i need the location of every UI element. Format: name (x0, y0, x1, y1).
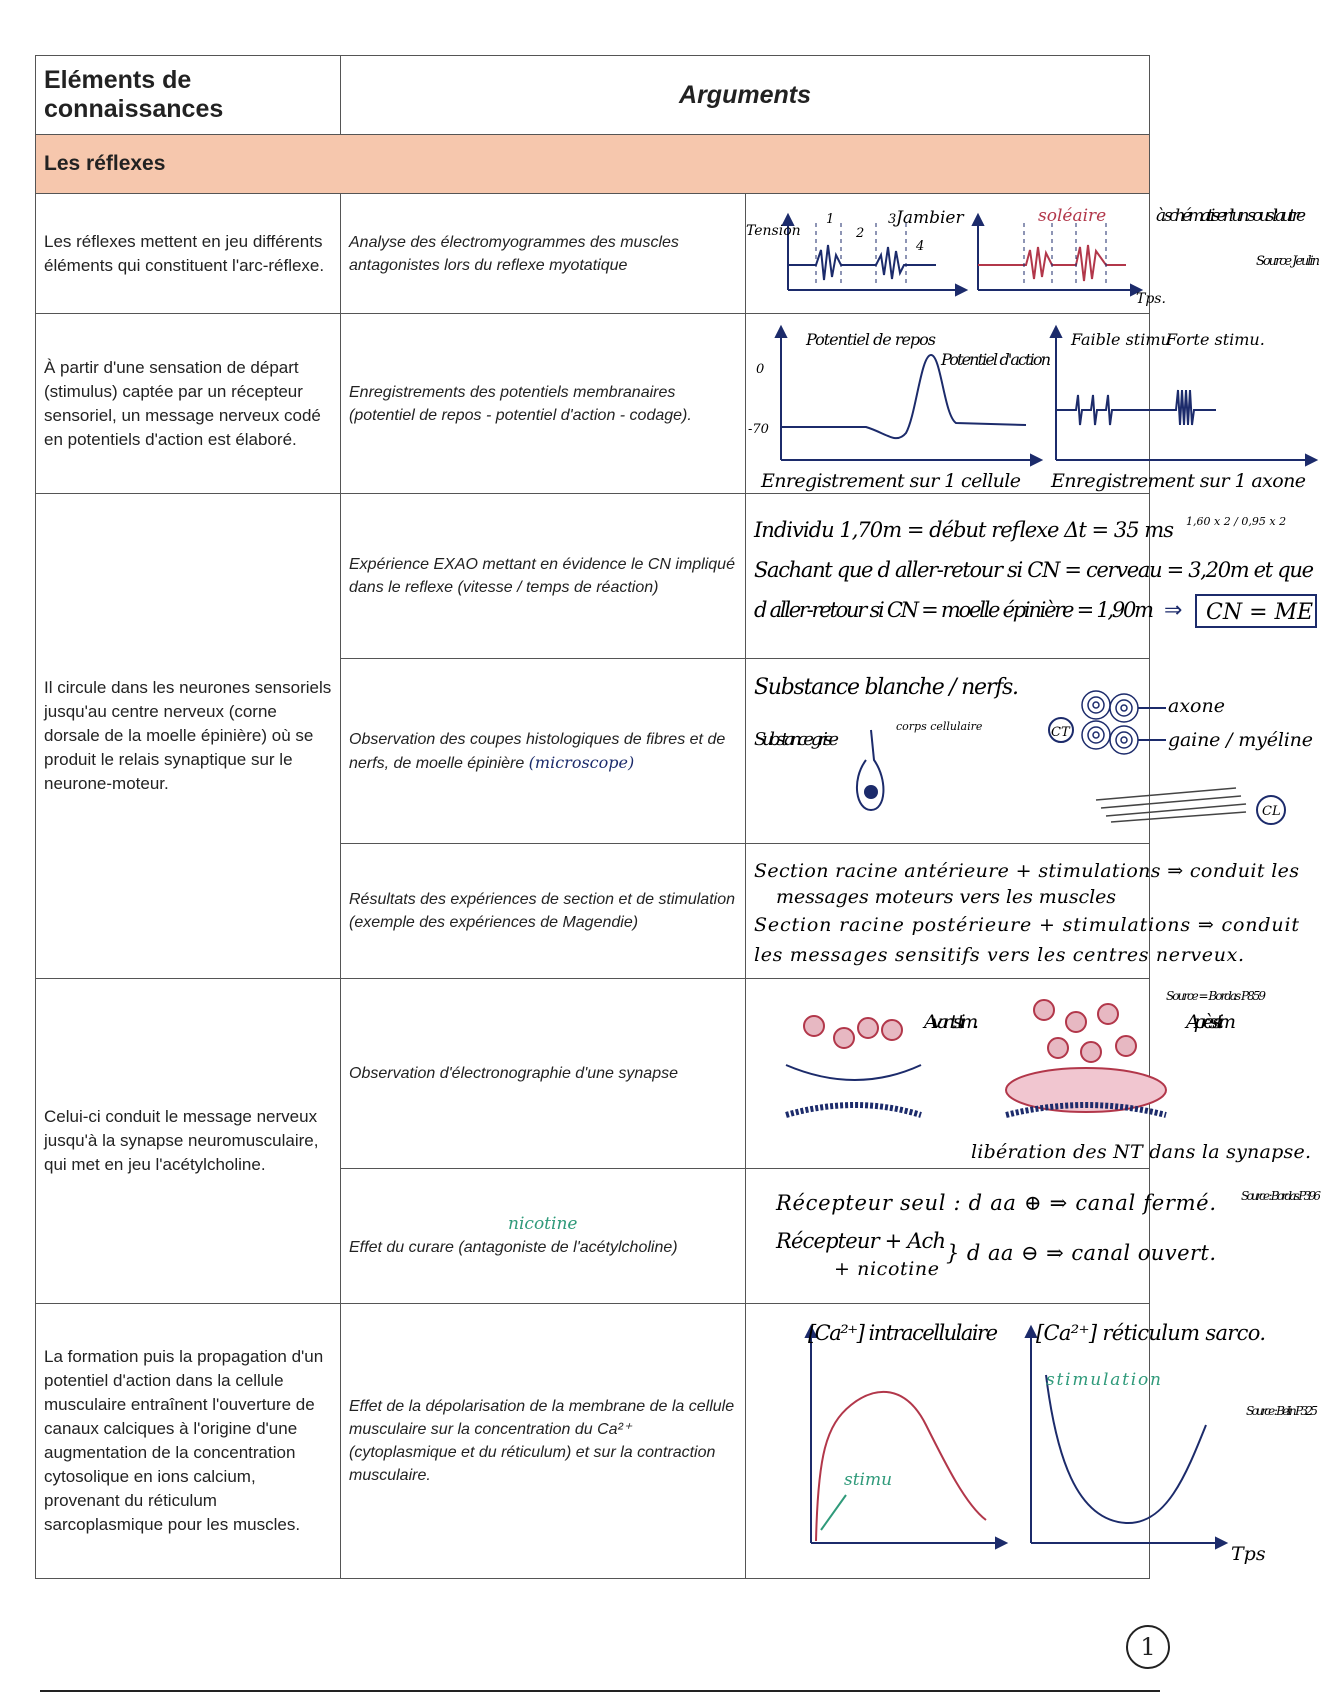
stimu-label: stimu (843, 1469, 892, 1490)
argument-cell (341, 659, 746, 844)
exao-result: CN = ME (1205, 599, 1313, 625)
knowledge-cell: Celui-ci conduit le message nerveux jusqu'à la synapse neuromusculaire, qui met en jeu l'acétylcholine. (36, 979, 341, 1304)
repos-label: Potentiel de repos (805, 329, 936, 349)
emg-num-1: 1 (825, 211, 834, 227)
curare-line-2a: Récepteur + Ach (775, 1228, 946, 1253)
row-synapse-electron (36, 979, 1150, 1169)
drawing-cell (745, 1169, 1321, 1304)
magendie-line-2: messages moteurs vers les muscles (775, 885, 1116, 908)
belin-source: Source : Belin P325 (1245, 1403, 1318, 1418)
row-calcium (36, 1304, 1150, 1579)
argument-cell: Analyse des électromyogrammes des muscles antagonistes lors du reflexe myotatique (341, 194, 746, 314)
drawing-cell (745, 844, 1299, 979)
exao-calc: 1,60 x 2 / 0,95 x 2 (1185, 514, 1286, 528)
header-arguments: Arguments (341, 56, 1150, 135)
synapse-drawing (746, 980, 1325, 1168)
argument-cell: Enregistrements des potentiels membranaires (potentiel de repos - potentiel d'action - codage). (341, 314, 746, 494)
y70-label: -70 (747, 421, 769, 437)
calcium-drawing (746, 1305, 1325, 1578)
emg-drawing (746, 195, 1325, 313)
ca-reticulum-label: [Ca²⁺] réticulum sarco. (1035, 1320, 1266, 1345)
caption-cellule: Enregistrement sur 1 cellule (760, 469, 1021, 492)
row-potentials (36, 314, 1150, 494)
emg-num-2: 2 (855, 225, 864, 241)
drawing-cell (745, 494, 1314, 659)
magendie-drawing (746, 845, 1325, 978)
myelin-rings (1082, 691, 1138, 754)
header-knowledge: Eléments de connaissances (36, 56, 341, 135)
argument-cell: Observation d'électronographie d'une synapse (341, 979, 746, 1169)
histology-argument: Observation des coupes histologiques de fibres et de nerfs, de moelle épinière (349, 730, 726, 772)
ct-label: CT (1050, 724, 1070, 740)
postsynaptic-before (786, 1105, 921, 1115)
action-label: Potentiel d'action (940, 349, 1051, 369)
exao-line-1: Individu 1,70m = début reflexe Δt = 35 ms (753, 517, 1174, 542)
y0-label: 0 (755, 361, 764, 377)
drawing-cell (745, 1304, 1318, 1579)
forte-label: Forte stimu. (1165, 329, 1265, 349)
axone-label: axone (1167, 694, 1225, 717)
knowledge-cell: La formation puis la propagation d'un potentiel d'action dans la cellule musculaire entraînent l'ouverture de canaux calciques à l'origine d'une augmentation de la concentration cytosolique en ions calcium, provenant du réticulum sarcoplasmique pour les muscles. (36, 1304, 341, 1579)
gaine-label: gaine / myéline (1167, 728, 1313, 751)
argument-cell: Résultats des expériences de section et de stimulation (exemple des expériences de Magendie) (341, 844, 746, 979)
drawing-cell (745, 659, 1313, 844)
tps-label-ca: Tps (1230, 1542, 1266, 1565)
curare-argument: Effet du curare (antagoniste de l'acétylcholine) (349, 1239, 678, 1256)
curare-line-1: Récepteur seul : d aa ⊕ ⇒ canal fermé. (775, 1190, 1216, 1215)
header-row (36, 56, 1150, 135)
exao-line-3: d aller-retour si CN = moelle épinière = 1,90m (753, 597, 1154, 622)
magendie-line-4: les messages sensitifs vers les centres nerveux. (753, 943, 1244, 966)
ca-reticulum-curve (1046, 1375, 1206, 1523)
stimulation-label: stimulation (1045, 1369, 1161, 1390)
knowledge-table (35, 55, 1321, 1579)
arrow-icon: ⇒ (1163, 596, 1182, 622)
cl-label: CL (1261, 803, 1281, 819)
histology-drawing (746, 660, 1325, 843)
drawing-cell (745, 194, 1320, 314)
emg-num-3: 3 (887, 211, 896, 227)
row-reflexes (36, 194, 1150, 314)
section-title: Les réflexes (36, 135, 1150, 194)
schematiser-note: à schématiser l'un sous l'autre (1155, 205, 1306, 226)
apres-label: Après stim (1185, 1010, 1236, 1033)
substance-grise-label: Substance grise (753, 728, 839, 750)
knowledge-cell: À partir d'une sensation de départ (stimulus) captée par un récepteur sensoriel, un message nerveux codé en potentiels d'action est élaboré. (36, 314, 341, 494)
faible-label: Faible stimu (1070, 329, 1171, 349)
drawing-cell (745, 314, 1306, 494)
curare-line-2b: + nicotine (833, 1257, 939, 1280)
avant-label: Avant stim. (923, 1010, 979, 1033)
argument-cell: Expérience EXAO mettant en évidence le CN impliqué dans le reflexe (vitesse / temps de réaction) (341, 494, 746, 659)
knowledge-cell: Il circule dans les neurones sensoriels jusqu'au centre nerveux (corne dorsale de la moelle épinière) où se produit le relais synaptique sur le neurone-moteur. (36, 494, 341, 979)
footer-rule (40, 1690, 1160, 1692)
ca-intra-label: [Ca²⁺] intracellulaire (807, 1320, 998, 1345)
caption-axone: Enregistrement sur 1 axone (1050, 469, 1306, 492)
vesicles-before (804, 1016, 902, 1048)
magendie-line-3: Section racine postérieure + stimulations ⇒ conduit (753, 913, 1299, 936)
jambier-label: Jambier (895, 207, 964, 228)
exao-drawing (746, 495, 1325, 658)
drawing-cell (745, 979, 1311, 1169)
row-neurons-exao (36, 494, 1150, 659)
argument-cell: Effet de la dépolarisation de la membrane de la cellule musculaire sur la concentration du Ca²⁺ (cytoplasmique et du réticulum) et sur la contraction musculaire. (341, 1304, 746, 1579)
potential-drawing (746, 315, 1325, 493)
membrane-before (786, 1065, 921, 1080)
section-row (36, 135, 1150, 194)
microscope-note: (microscope) (528, 752, 635, 772)
argument-cell (341, 1169, 746, 1304)
vesicles-after (1034, 1000, 1136, 1062)
magendie-line-1: Section racine antérieure + stimulations ⇒ conduit les (753, 859, 1299, 882)
nicotine-note: nicotine (508, 1214, 578, 1234)
page-number: 1 (1126, 1625, 1170, 1669)
tension-label: Tension (745, 222, 801, 239)
soleaire-label: soléaire (1037, 205, 1106, 226)
bordas-source: Source = Bordas P859 (1165, 988, 1266, 1003)
knowledge-cell: Les réflexes mettent en jeu différents éléments qui constituent l'arc-réflexe. (36, 194, 341, 314)
substance-blanche-label: Substance blanche / nerfs. (753, 674, 1019, 700)
exao-line-2: Sachant que d aller-retour si CN = cerveau = 3,20m et que (753, 557, 1314, 582)
curare-drawing (746, 1170, 1325, 1303)
fibers-sketch (1096, 788, 1246, 822)
corps-cellulaire-label: corps cellulaire (895, 719, 982, 733)
curare-line-2c: } d aa ⊖ ⇒ canal ouvert. (945, 1240, 1216, 1265)
cell-body (864, 785, 878, 799)
ca-intra-curve (816, 1391, 986, 1540)
liberation-label: libération des NT dans la synapse. (970, 1140, 1311, 1163)
source-jeulin: Source Jeulin (1255, 253, 1320, 269)
bordas-p396: Source : Bordas P396 (1240, 1188, 1321, 1203)
emg-num-4: 4 (915, 238, 924, 254)
tps-label: Tps. (1135, 290, 1166, 307)
